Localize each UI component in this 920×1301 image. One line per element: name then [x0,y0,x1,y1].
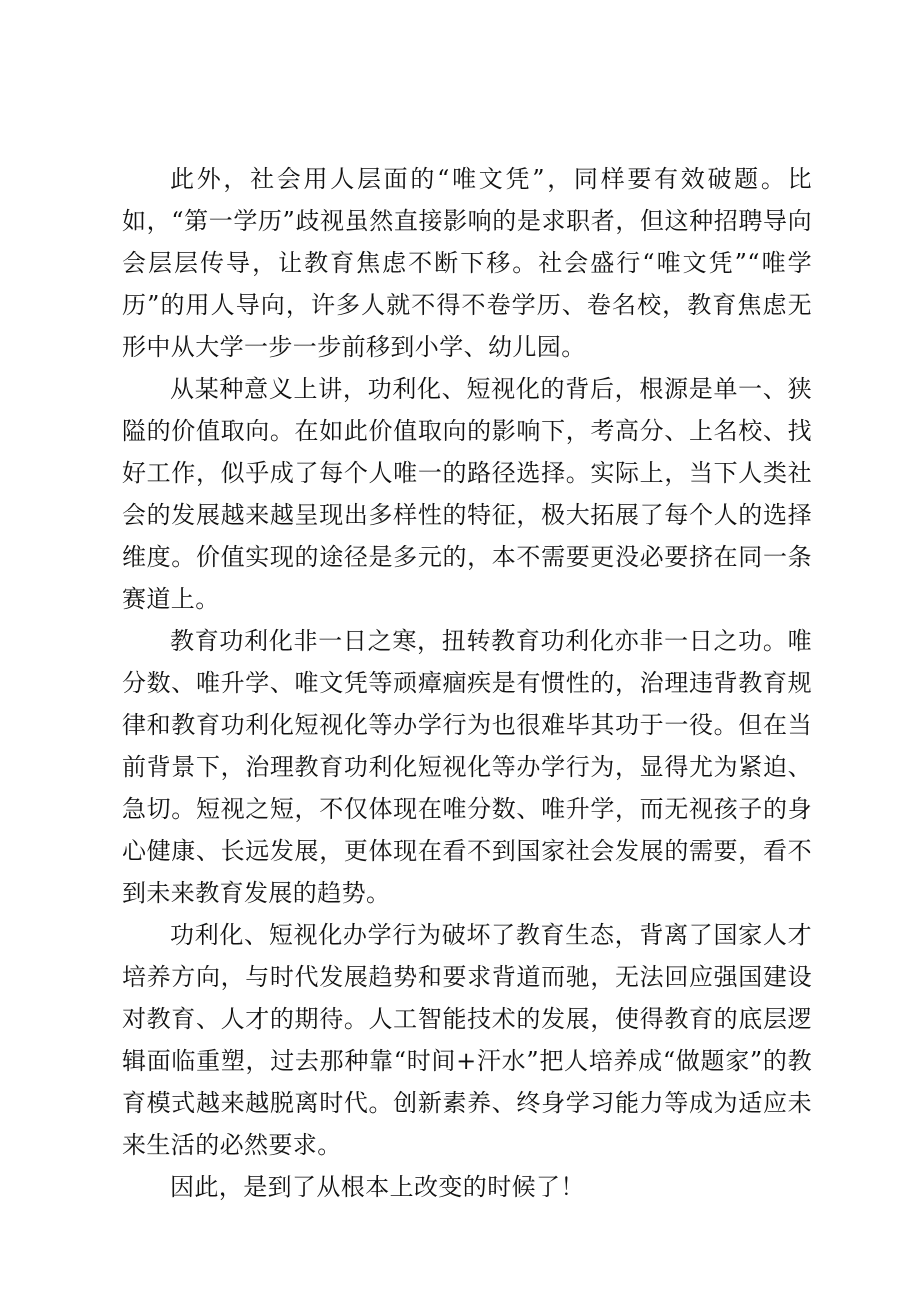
paragraph: 功利化、短视化办学行为破坏了教育生态，背离了国家人才培养方向，与时代发展趋势和要求背道而驰，无法回应强国建设对教育、人才的期待。人工智能技术的发展，使得教育的底层逻辑面临重塑，过去那种靠“时间+汗水”把人培养成“做题家”的教育模式越来越脱离时代。创新素养、终身学习能力等成为适应未来生活的必然要求。 [122,921,812,1159]
paragraph: 因此，是到了从根本上改变的时候了！ [170,1173,585,1201]
paragraph: 此外，社会用人层面的“唯文凭”，同样要有效破题。比如，“第一学历”歧视虽然直接影响的是求职者，但这种招聘导向会层层传导，让教育焦虑不断下移。社会盛行“唯文凭”“唯学历”的用人导向，许多人就不得不卷学历、卷名校，教育焦虑无形中从大学一步一步前移到小学、幼儿园。 [122,165,812,361]
paragraph: 教育功利化非一日之寒，扭转教育功利化亦非一日之功。唯分数、唯升学、唯文凭等顽瘴痼疾是有惯性的，治理违背教育规律和教育功利化短视化等办学行为也很难毕其功于一役。但在当前背景下，治理教育功利化短视化等办学行为，显得尤为紧迫、急切。短视之短，不仅体现在唯分数、唯升学，而无视孩子的身心健康、长远发展，更体现在看不到国家社会发展的需要，看不到未来教育发展的趋势。 [122,627,812,907]
paragraph: 从某种意义上讲，功利化、短视化的背后，根源是单一、狭隘的价值取向。在如此价值取向的影响下，考高分、上名校、找好工作，似乎成了每个人唯一的路径选择。实际上，当下人类社会的发展越来越呈现出多样性的特征，极大拓展了每个人的选择维度。价值实现的途径是多元的，本不需要更没必要挤在同一条赛道上。 [122,375,812,613]
document-body [122,158,812,1208]
